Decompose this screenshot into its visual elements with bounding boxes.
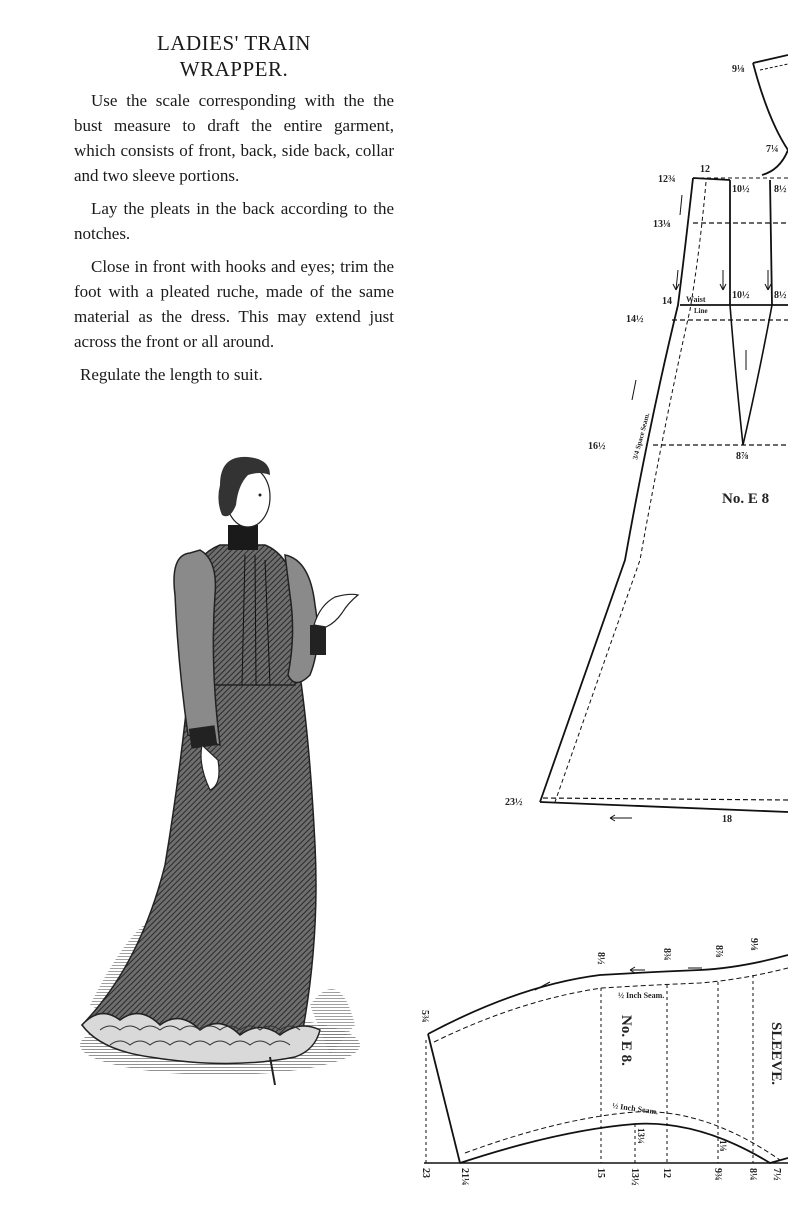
measure-label: 14: [662, 296, 672, 307]
measure-label: 23: [420, 1168, 431, 1178]
pattern-diagram: [410, 0, 788, 1222]
measure-label: 18: [722, 814, 732, 825]
waist-label-line: Line: [694, 307, 708, 315]
measure-label: 12¾: [658, 174, 676, 185]
pattern-drafts: [410, 0, 788, 1222]
title-line-2: WRAPPER.: [179, 57, 289, 81]
sleeve-pattern: [424, 955, 788, 1163]
measure-label: 8⅞: [736, 451, 749, 462]
front-pattern: [540, 55, 788, 821]
sleeve-title: SLEEVE.: [768, 1022, 784, 1085]
measure-label: 16½: [588, 441, 606, 452]
seam-label-bottom: ½ Inch Seam.: [611, 1101, 659, 1117]
seam-label-top: ½ Inch Seam.: [618, 991, 665, 1000]
paragraph-close: Close in front with hooks and eyes; trim the foot with a pleated ruche, made of the same material as the dress. This may extend just across the front or all around.: [74, 257, 394, 351]
measure-label: 8½: [774, 290, 787, 301]
measure-label: 7¼: [766, 144, 779, 155]
measure-label: 9¾: [712, 1168, 723, 1181]
measure-label: 7½: [771, 1168, 782, 1181]
measure-label: 14½: [626, 314, 644, 325]
measure-label: 1⅛: [718, 1140, 728, 1152]
seam-label: 3/4 Space Seam.: [631, 412, 652, 461]
title-line-1: LADIES' TRAIN: [157, 31, 311, 55]
measure-label: 9⅛: [748, 938, 759, 951]
measure-label: 15: [595, 1168, 606, 1178]
page-title: [74, 30, 394, 82]
measure-label: 13½: [629, 1168, 640, 1186]
measure-label: 12: [700, 164, 710, 175]
measure-label: 8½: [595, 952, 606, 965]
sleeve-pattern-number: No. E 8.: [618, 1015, 634, 1066]
measure-label: 13⅛: [653, 219, 671, 230]
paragraph-length: Regulate the length to suit.: [80, 365, 263, 384]
paragraph-pleats: Lay the pleats in the back according to the notches.: [74, 199, 394, 243]
instructions-column: [74, 30, 394, 395]
measure-label: 10½: [732, 184, 750, 195]
waist-label: Waist: [686, 295, 706, 304]
measure-label: 21¼: [459, 1168, 470, 1186]
measure-label: 23½: [505, 797, 523, 808]
measure-label: 13¼: [636, 1128, 646, 1144]
measure-label: 8¾: [661, 948, 672, 961]
measure-label: 5¾: [419, 1010, 430, 1023]
paragraph-scale: Use the scale corresponding with the the bust measure to draft the entire garment, which consists of front, back, side back, collar and two sleeve portions.: [74, 91, 394, 185]
front-pattern-number: No. E 8: [722, 491, 770, 507]
measure-label: 9⅛: [732, 64, 745, 75]
dress-illustration: [70, 445, 380, 1095]
measure-label: 8½: [774, 184, 787, 195]
measure-label: 8⅞: [713, 945, 724, 958]
measure-label: 8¼: [747, 1168, 758, 1181]
woman-figure-icon: [70, 445, 380, 1095]
measure-label: 10½: [732, 290, 750, 301]
measure-label: 12: [661, 1168, 672, 1178]
